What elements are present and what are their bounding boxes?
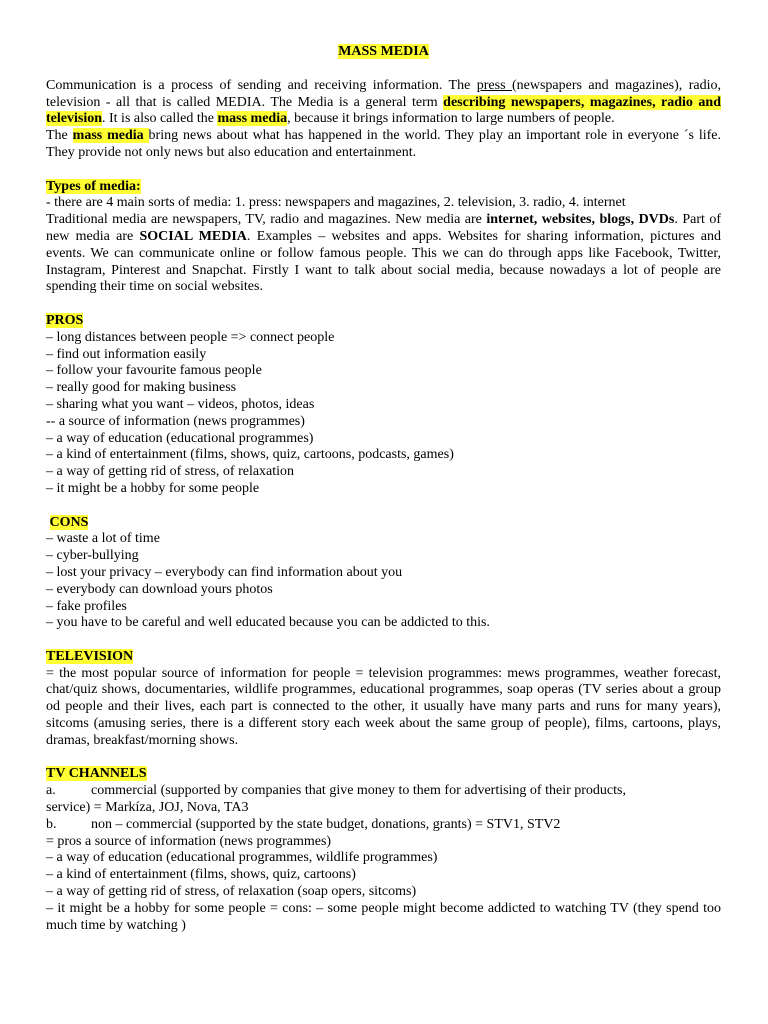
list-item: – long distances between people => connect people <box>46 329 335 345</box>
enum-marker: b. <box>46 816 57 832</box>
document-content <box>46 44 721 934</box>
list-item: – you have to be careful and well educated because you can be addicted to this. <box>46 615 490 631</box>
list-item: – a kind of entertainment (films, shows, quiz, cartoons, podcasts, games) <box>46 447 454 463</box>
enum-text: non – commercial (supported by the state budget, donations, grants) = STV1, STV2 <box>91 816 561 832</box>
pros-heading: PROS <box>46 312 84 328</box>
tv-channels-heading: TV CHANNELS <box>46 766 147 782</box>
intro-paragraph-1: Communication is a process of sending and receiving information. The press (newspapers and magazines), radio, television - all that is called MEDIA. The Media is a general term describing newspapers, magazines, radio and television. It is also called the mass media, because it brings information to large numbers of people. <box>46 77 721 127</box>
types-line: - there are 4 main sorts of media: 1. press: newspapers and magazines, 2. television, 3. radio, 4. internet <box>46 195 626 211</box>
list-item: – a way of education (educational programmes, wildlife programmes) <box>46 850 438 866</box>
television-paragraph: = the most popular source of information for people = television programmes: mews programmes, weather forecast, chat/quiz shows, documentaries, wildlife programmes, educational programmes, soap operas (TV series about a group od people and their lives, each part is connected to the other, it usually have many parts and runs for many years), sitcoms (amusing series, there is a different story each week about the same group of people), films, cartoons, plays, dramas, breakfast/morning shows. <box>46 665 721 748</box>
list-item: – everybody can download yours photos <box>46 581 273 597</box>
list-item: -- a source of information (news programmes) <box>46 413 305 429</box>
tv-channels-list <box>46 834 721 901</box>
cons-heading: CONS <box>49 514 89 530</box>
enum-text: commercial (supported by companies that give money to them for advertising of their products, <box>91 783 626 799</box>
list-item: – a way of getting rid of stress, of relaxation (soap opers, sitcoms) <box>46 884 417 900</box>
tv-channels-last-item: – it might be a hobby for some people = cons: – some people might become addicted to watching TV (they spend too much time by watching ) <box>46 900 721 933</box>
channel-item-b <box>46 817 721 834</box>
types-paragraph: Traditional media are newspapers, TV, radio and magazines. New media are internet, websites, blogs, DVDs. Part of new media are SOCIAL MEDIA. Examples – websites and apps. Websites for sharing information, pictures and events. We can communicate online or follow famous people. This we can do through apps like Facebook, Twitter, Instagram, Pinterest and Snapchat. Firstly I want to talk about social media, because nowadays a lot of people are spending their time on social websites. <box>46 212 722 295</box>
intro-paragraph-2: The mass media bring news about what has happened in the world. They play an important role in everyone ´s life. They provide not only news but also education and entertainment. <box>46 128 722 160</box>
list-item: – find out information easily <box>46 346 207 362</box>
list-item: – sharing what you want – videos, photos, ideas <box>46 396 315 412</box>
spacer <box>46 498 721 515</box>
channel-item-a-continued: service) = Markíza, JOJ, Nova, TA3 <box>46 800 249 816</box>
spacer <box>46 750 721 767</box>
types-heading: Types of media: <box>46 178 141 194</box>
list-item: – it might be a hobby for some people <box>46 480 260 496</box>
spacer <box>46 296 721 313</box>
list-item: – a kind of entertainment (films, shows, quiz, cartoons) <box>46 867 356 883</box>
list-item: – lost your privacy – everybody can find information about you <box>46 564 403 580</box>
list-item: = pros a source of information (news programmes) <box>46 833 332 849</box>
list-item: – waste a lot of time <box>46 531 160 547</box>
channel-item-a <box>46 783 721 800</box>
document-title: MASS MEDIA <box>338 44 429 59</box>
television-heading: TELEVISION <box>46 648 134 664</box>
spacer <box>46 632 721 649</box>
list-item: – a way of getting rid of stress, of relaxation <box>46 464 295 480</box>
enum-marker: a. <box>46 783 56 799</box>
list-item: – fake profiles <box>46 598 127 614</box>
list-item: – cyber-bullying <box>46 548 139 564</box>
cons-list <box>46 531 721 632</box>
pros-list <box>46 330 721 498</box>
spacer <box>46 162 721 179</box>
list-item: – a way of education (educational programmes) <box>46 430 314 446</box>
list-item: – really good for making business <box>46 380 237 396</box>
list-item: – follow your favourite famous people <box>46 363 262 379</box>
